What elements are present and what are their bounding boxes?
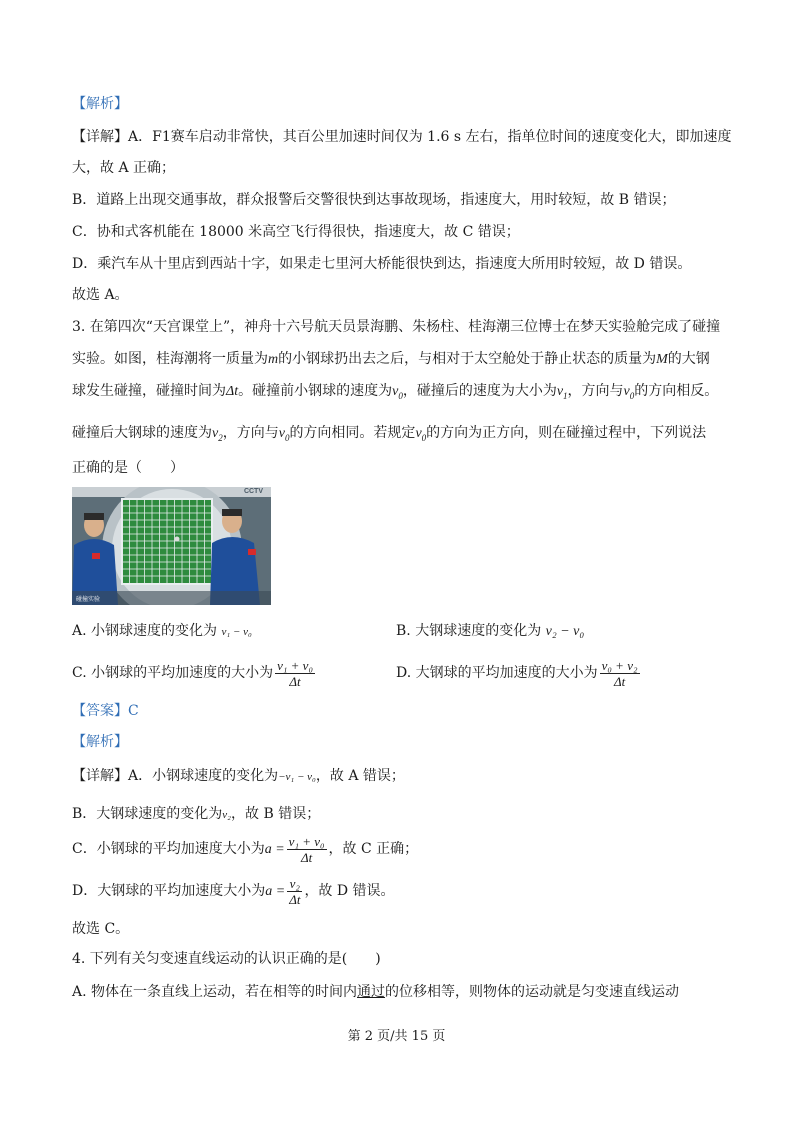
q4-option-a: A. 物体在一条直线上运动，若在相等的时间内通过的位移相等，则物体的运动就是匀变速直线运动 [72,984,680,1000]
photo-caption: 碰撞实验 [76,596,101,603]
q3-stem-line-4 [72,423,706,448]
q3-detail-d: D．大钢球的平均加速度大小为a = $\frac{\text{v₂}}{\Delta t}$ ，故 D 错误。 [72,875,395,907]
q3-stem-text: 的方向为正方向，则在碰撞过程中，下列说法 [426,425,707,441]
q3-detail-b: B．大钢球速度的变化为v₂，故 B 错误； [72,806,321,822]
q3-analysis-tag: 【解析】 [72,734,128,750]
mass-m: m [268,352,279,367]
q3-stem-text: 的小钢球扔出去之后，与相对于太空舱处于静止状态的质量为 [278,351,657,367]
q3-stem-line-5: 正确的是（ ） [72,460,184,476]
q3-option-d: D. 大钢球的平均加速度的大小为 $\frac{\text{v₀ + v₂}}{\Delta t}$ [396,657,638,689]
q3-detail-c: C．小钢球的平均加速度大小为a = $\frac{\text{v₁ + v₀}}{\Delta t}$ ，故 C 正确； [72,833,419,865]
option-d-fraction: $\frac{\text{v₀ + v₂}}{\Delta t}$ [601,657,638,689]
q3-stem-text: 。碰撞前小钢球的速度为 [238,383,393,399]
q3-stem-text: ，碰撞后的速度为大小为 [402,383,557,399]
detail-c-fraction: $\frac{\text{v₁ + v₀}}{\Delta t}$ [288,833,325,865]
option-b-math: v₂ − v₀ [545,624,585,639]
detail-b-math: v₂ [222,809,232,821]
q3-detail-a: 【详解】A．小钢球速度的变化为−v₁ − v₀，故 A 错误； [72,768,405,784]
q3-stem-text: 的大钢 [667,351,710,367]
q3-stem-text: 实验。如图，桂海潮将一质量为 [72,351,268,367]
q3-stem-text: 的方向相反。 [634,383,719,399]
v0-symbol: $v_0$ [415,426,427,443]
q3-option-a: A. 小钢球速度的变化为 v₁ − v₀ [72,623,252,639]
q3-stem-text: 球发生碰撞，碰撞时间为 [72,383,226,399]
q2-detail-line-1: 【详解】A．F1赛车启动非常快，其百公里加速时间仅为 1.6 s 左右，指单位时间的速度变化大，即加速度 [72,129,732,145]
detail-d-fraction: $\frac{\text{v₂}}{\Delta t}$ [289,875,301,907]
q3-answer: 【答案】C [72,703,139,719]
page-footer: 第 2 页/共 15 页 [347,1029,446,1044]
q2-option-c-explanation: C．协和式客机能在 18000 米高空飞行得很快，指速度大，故 C 错误； [72,224,520,240]
q3-stem-text: ，方向与 [567,383,624,399]
q3-stem-line-2 [72,349,710,370]
mass-M: M [656,352,668,367]
q3-option-b: B. 大钢球速度的变化为 v₂ − v₀ [396,623,585,639]
q2-detail-line-2: 大，故 A 正确； [72,160,176,176]
option-a-math: v₁ − v₀ [221,626,252,638]
q3-stem-line-3 [72,381,718,406]
q2-option-d-explanation: D．乘汽车从十里店到西站十字，如果走七里河大桥能很快到达，指速度大所用时较短，故 D 错误。 [72,256,692,272]
q3-conclusion: 故选 C。 [72,921,130,937]
q2-option-b-explanation: B．道路上出现交通事故，群众报警后交警很快到达事故现场，指速度大，用时较短，故 B 错误； [72,192,676,208]
space-station-photo [72,487,271,605]
delta-t: Δt [226,384,239,399]
v0-symbol: $v_0$ [278,426,290,443]
q3-stem-text: 碰撞后大钢球的速度为 [72,425,212,441]
option-c-fraction: $\frac{\text{v₁ + v₀}}{\Delta t}$ [277,657,313,689]
v1-symbol: $v_1$ [556,384,568,401]
q3-option-c: C. 小钢球的平均加速度的大小为 $\frac{\text{v₁ + v₀}}{\Delta t}$ [72,657,313,689]
q3-stem-line-1: 3. 在第四次“天宫课堂上”，神舟十六号航天员景海鹏、朱杨柱、桂海潮三位博士在梦天实验舱完成了碰撞 [72,319,721,335]
q2-conclusion: 故选 A。 [72,287,129,303]
cctv-logo: CCTV [243,488,263,495]
v0-symbol: $v_0$ [392,384,403,401]
q3-stem-text: 的方向相同。若规定 [289,425,416,441]
v0-symbol: $v_0$ [623,384,635,401]
analysis-tag: 【解析】 [72,96,128,112]
q3-stem-text: ，方向与 [222,425,279,441]
detail-a-math: −v₁ − v₀ [278,771,316,783]
q4-stem: 4. 下列有关匀变速直线运动的认识正确的是( ) [72,951,381,967]
space-station-photo-illustration [72,487,271,605]
v2-symbol: $v_2$ [212,426,223,443]
